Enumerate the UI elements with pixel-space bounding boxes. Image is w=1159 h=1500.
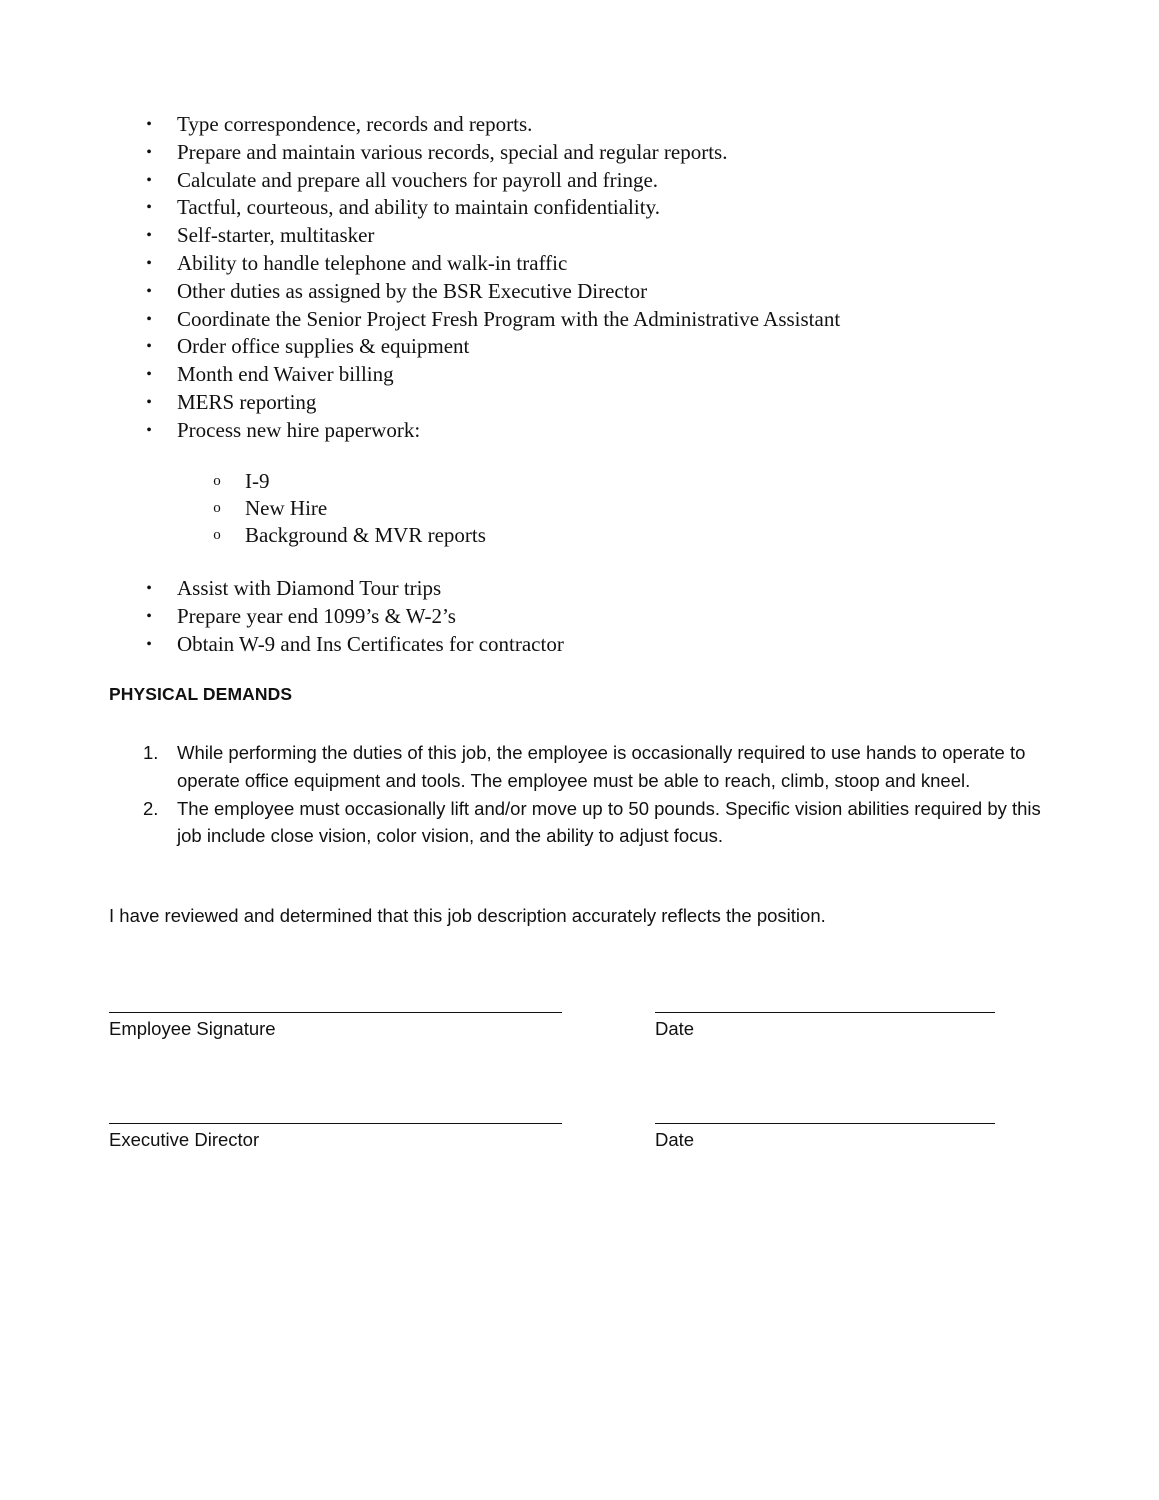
duty-text: Prepare and maintain various records, special and regular reports. <box>177 139 728 164</box>
list-item <box>0 222 1159 250</box>
bullet-icon: • <box>146 421 152 439</box>
list-item <box>0 603 1159 631</box>
list-item <box>0 139 1159 167</box>
list-item <box>0 306 1159 334</box>
list-item <box>0 278 1159 306</box>
bullet-icon: • <box>146 580 152 597</box>
duty-text: Tactful, courteous, and ability to maintain confidentiality. <box>177 195 660 220</box>
duty-text: Coordinate the Senior Project Fresh Program with the Administrative Assistant <box>177 306 841 331</box>
list-item <box>0 361 1159 389</box>
sub-item-text: New Hire <box>245 496 328 520</box>
duty-text: Order office supplies & equipment <box>177 334 470 359</box>
bullet-icon: • <box>146 310 152 328</box>
demand-text: While performing the duties of this job, the employee is occasionally required to use hands to operate to operate office equipment and tools. The employee must be able to reach, climb, stoop and kneel. <box>177 742 1026 791</box>
bullet-icon: • <box>146 116 152 133</box>
duty-text: MERS reporting <box>177 389 317 414</box>
list-item <box>0 333 1159 361</box>
bullet-icon: • <box>146 607 152 625</box>
duty-text: Prepare year end 1099’s & W-2’s <box>177 603 456 628</box>
item-number: 1. <box>143 742 159 763</box>
duty-text: Type correspondence, records and reports. <box>177 112 533 136</box>
list-item <box>0 575 1159 603</box>
bullet-icon: • <box>146 338 152 356</box>
list-item <box>0 111 1159 139</box>
employee-signature-line <box>109 1012 562 1013</box>
list-item <box>0 194 1159 222</box>
duty-text: Ability to handle telephone and walk-in traffic <box>177 250 568 275</box>
bullet-icon: • <box>146 143 152 161</box>
list-item <box>0 468 1159 495</box>
circle-bullet-icon: o <box>213 473 221 489</box>
duty-text: Month end Waiver billing <box>177 362 394 387</box>
item-number: 2. <box>143 797 159 819</box>
bullet-icon: • <box>146 282 152 300</box>
duty-text: Calculate and prepare all vouchers for payroll and fringe. <box>177 167 659 192</box>
list-item <box>0 631 1159 659</box>
duty-text: Obtain W-9 and Ins Certificates for contractor <box>177 631 564 656</box>
physical-demands-list <box>0 739 1159 850</box>
duties-list-continued <box>0 575 1159 658</box>
list-item <box>0 795 1159 851</box>
bullet-icon: • <box>146 366 152 384</box>
circle-bullet-icon: o <box>213 500 221 516</box>
bullet-icon: • <box>146 254 152 272</box>
duty-text: Assist with Diamond Tour trips <box>177 576 442 600</box>
bullet-icon: • <box>146 171 152 189</box>
duty-text: Process new hire paperwork: <box>177 417 421 442</box>
bullet-icon: • <box>146 393 152 411</box>
employee-date-line <box>655 1012 995 1013</box>
list-item <box>0 522 1159 549</box>
director-signature-label: Executive Director <box>109 1129 260 1150</box>
bullet-icon: • <box>146 199 152 217</box>
duty-text: Other duties as assigned by the BSR Executive Director <box>177 278 648 303</box>
list-item <box>0 495 1159 522</box>
sub-item-text: I-9 <box>245 469 270 493</box>
list-item <box>0 739 1159 795</box>
list-item <box>0 389 1159 417</box>
physical-demands-heading: PHYSICAL DEMANDS <box>109 684 293 704</box>
director-date-line <box>655 1123 995 1124</box>
new-hire-sublist <box>0 468 1159 549</box>
director-signature-line <box>109 1123 562 1124</box>
employee-signature-label: Employee Signature <box>109 1018 276 1039</box>
bullet-icon: • <box>146 227 152 245</box>
duties-list <box>0 111 1159 445</box>
list-item <box>0 167 1159 195</box>
bullet-icon: • <box>146 635 152 653</box>
duty-text: Self-starter, multitasker <box>177 223 375 248</box>
list-item <box>0 250 1159 278</box>
circle-bullet-icon: o <box>213 527 221 543</box>
employee-date-label: Date <box>655 1018 695 1039</box>
review-statement: I have reviewed and determined that this job description accurately reflects the position. <box>109 905 826 926</box>
demand-text: The employee must occasionally lift and/or move up to 50 pounds. Specific vision abilities required by this job include close vision, color vision, and the ability to adjust focus. <box>177 797 1041 847</box>
sub-item-text: Background & MVR reports <box>245 523 486 547</box>
list-item <box>0 417 1159 445</box>
director-date-label: Date <box>655 1129 695 1150</box>
